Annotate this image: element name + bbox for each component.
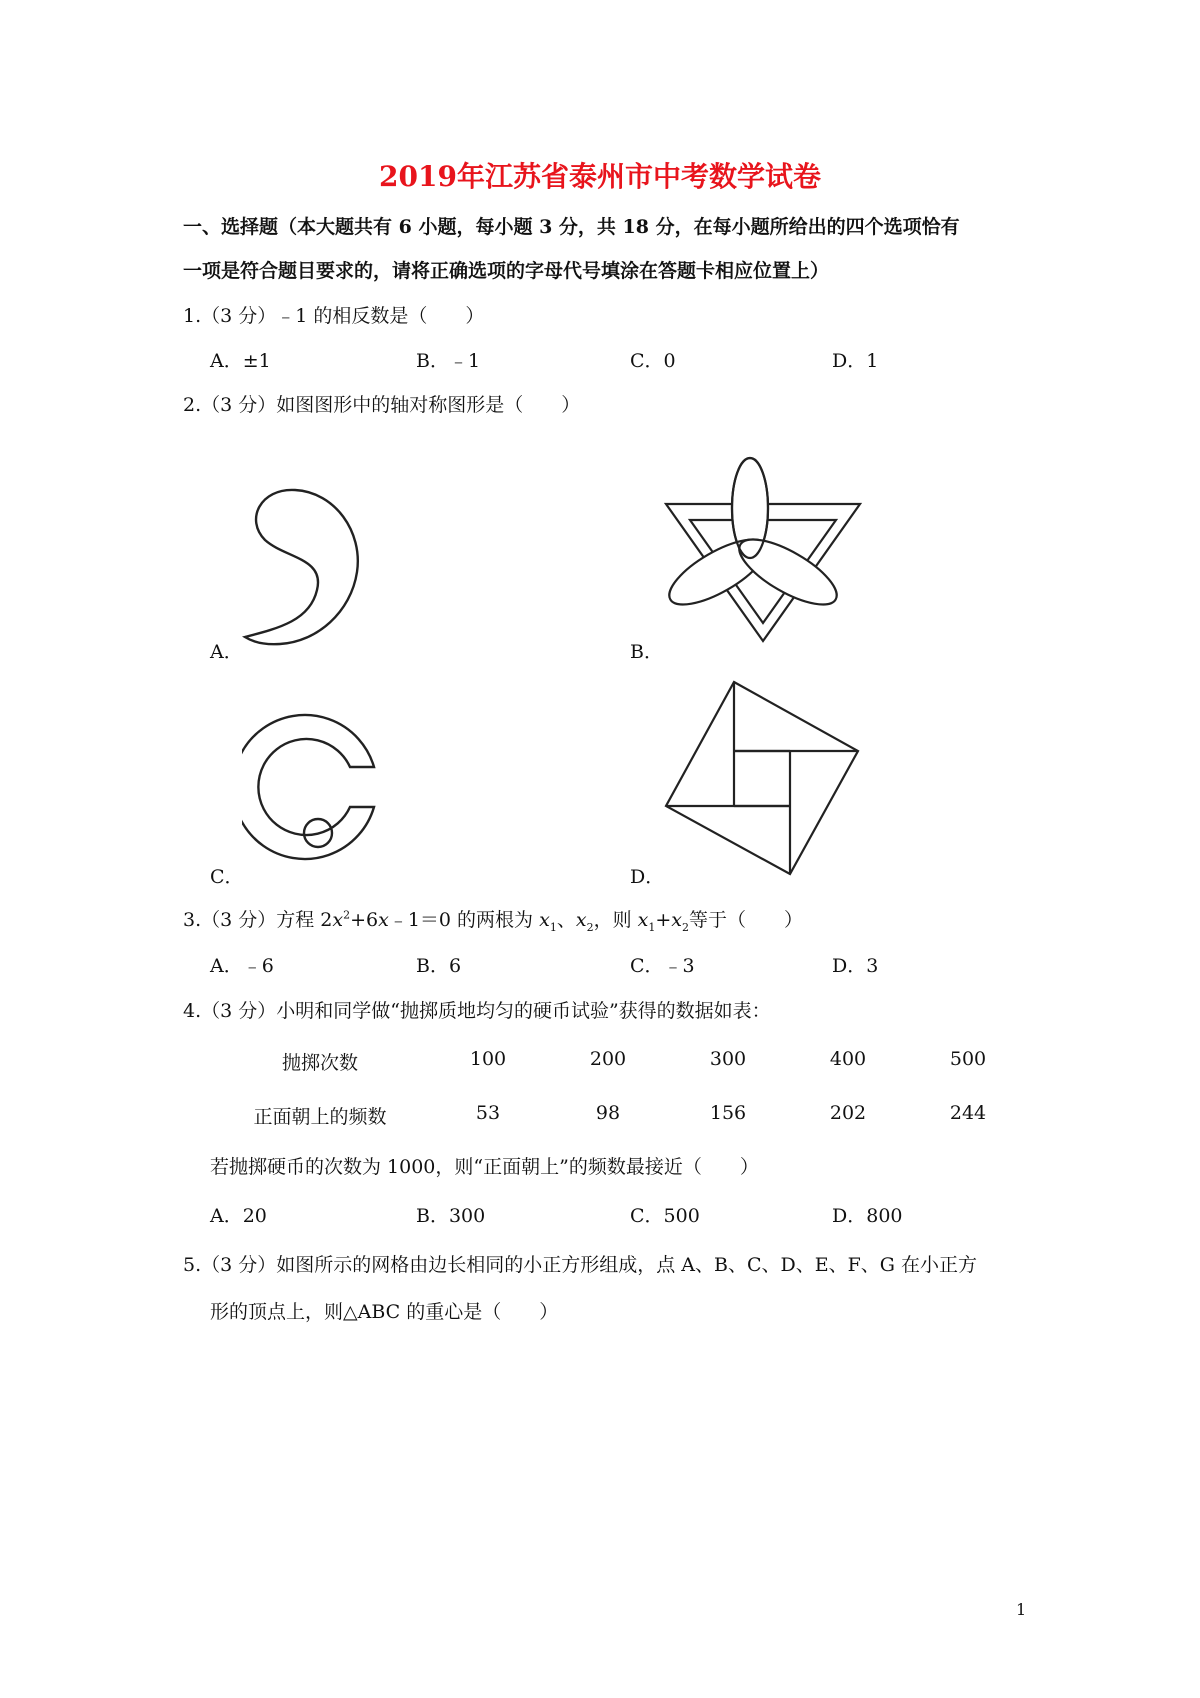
table-cell: 400 bbox=[829, 1048, 867, 1070]
q2-label-b: B． bbox=[630, 641, 663, 663]
table-header-cell: 正面朝上的频数 bbox=[253, 1106, 387, 1128]
section-heading-line1: 一、选择题（本大题共有 6 小题，每小题 3 分，共 18 分，在每小题所给出的四个选项恰有 bbox=[183, 216, 960, 238]
q4-option-c: C．500 bbox=[630, 1205, 700, 1227]
q1-option-b: B．﹣1 bbox=[416, 350, 481, 372]
table-cell: 53 bbox=[475, 1102, 501, 1124]
q1-option-d: D．1 bbox=[832, 350, 879, 372]
figure-b-triangle-ellipses bbox=[660, 455, 870, 655]
figure-d-square-pinwheel bbox=[662, 678, 862, 878]
table-cell: 156 bbox=[709, 1102, 747, 1124]
table-cell: 200 bbox=[589, 1048, 627, 1070]
table-cell: 300 bbox=[709, 1048, 747, 1070]
question-2-stem: 2.（3 分）如图图形中的轴对称图形是（ ） bbox=[183, 394, 581, 416]
question-5-stem-line2: 形的顶点上，则△ABC 的重心是（ ） bbox=[210, 1301, 559, 1323]
q2-label-c: C． bbox=[210, 866, 244, 888]
page-title: 2019年江苏省泰州市中考数学试卷 bbox=[379, 160, 821, 193]
question-1-stem: 1.（3 分）﹣1 的相反数是（ ） bbox=[183, 305, 485, 327]
q4-option-d: D．800 bbox=[832, 1205, 903, 1227]
table-header-cell: 抛掷次数 bbox=[281, 1052, 358, 1074]
question-5-stem-line1: 5.（3 分）如图所示的网格由边长相同的小正方形组成，点 A、B、C、D、E、F、G 在小正方 bbox=[183, 1254, 978, 1276]
table-cell: 100 bbox=[469, 1048, 507, 1070]
question-3-stem: 3.（3 分）方程 $2x^2+6x﹣1=0$ 的两根为 $x_1$、$x_2$，则 $x_1+x_2$等于（ ） bbox=[183, 908, 803, 934]
q4-option-b: B．300 bbox=[416, 1205, 486, 1227]
q3-option-d: D．3 bbox=[832, 955, 879, 977]
section-heading-line2: 一项是符合题目要求的，请将正确选项的字母代号填涂在答题卡相应位置上） bbox=[183, 260, 830, 282]
figure-c-ring-shape bbox=[242, 695, 392, 865]
table-cell: 98 bbox=[595, 1102, 621, 1124]
q3-option-c: C．﹣3 bbox=[630, 955, 695, 977]
q4-option-a: A．20 bbox=[210, 1205, 267, 1227]
figure-a-comma-shape bbox=[225, 470, 385, 650]
question-4-followup: 若抛掷硬币的次数为 1000，则“正面朝上”的频数最接近（ ） bbox=[210, 1156, 759, 1178]
question-4-stem: 4.（3 分）小明和同学做“抛掷质地均匀的硬币试验”获得的数据如表： bbox=[183, 1000, 771, 1022]
q2-label-a: A． bbox=[210, 641, 243, 663]
page-number: 1 bbox=[1016, 1600, 1027, 1619]
q2-label-d: D． bbox=[630, 866, 665, 888]
table-cell: 244 bbox=[949, 1102, 987, 1124]
q1-option-a: A．±1 bbox=[210, 350, 271, 372]
table-cell: 202 bbox=[829, 1102, 867, 1124]
q1-option-c: C．0 bbox=[630, 350, 676, 372]
q3-option-a: A．﹣6 bbox=[210, 955, 274, 977]
table-cell: 500 bbox=[949, 1048, 987, 1070]
q3-option-b: B．6 bbox=[416, 955, 462, 977]
